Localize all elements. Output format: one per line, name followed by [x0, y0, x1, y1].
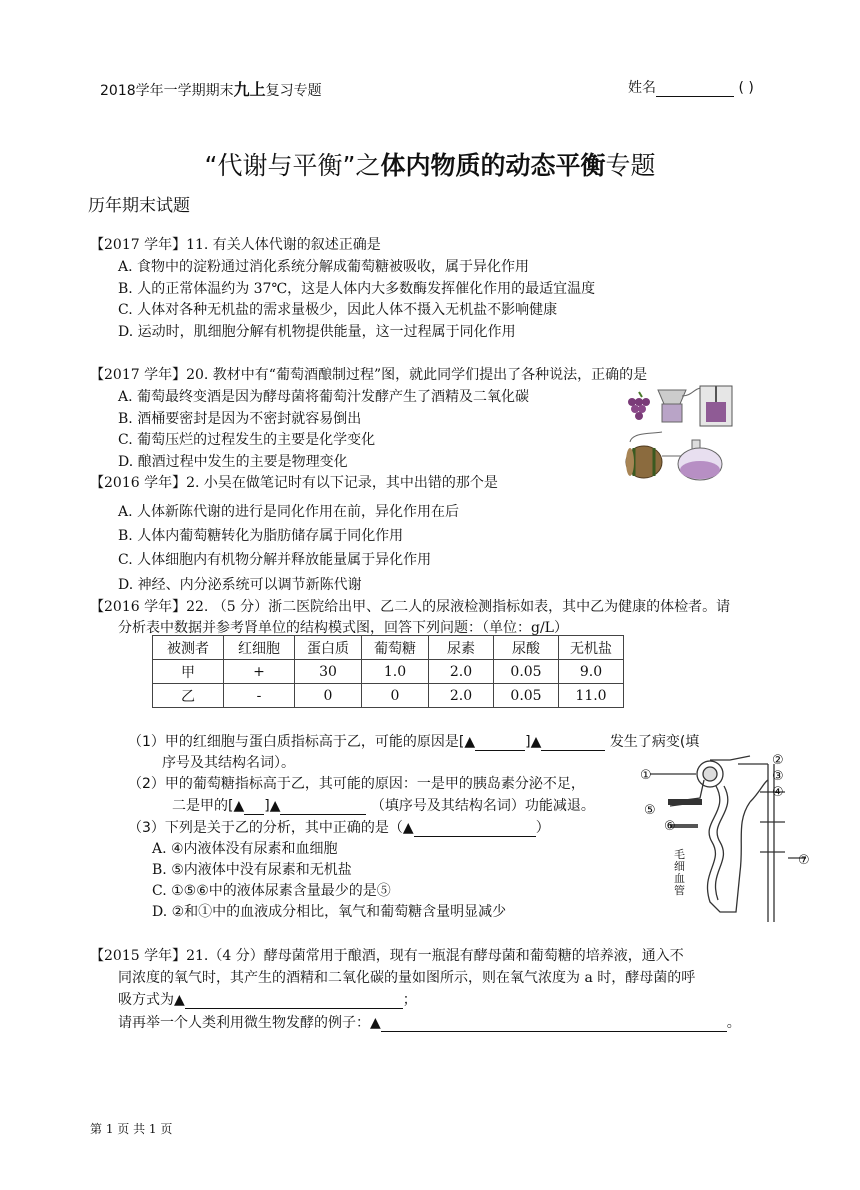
- table-header-row: [153, 636, 624, 660]
- table-cell: 1.0: [362, 660, 429, 684]
- table-cell: 0.05: [494, 684, 559, 708]
- question-4-sub-3-option-a: A. ④内液体没有尿素和血细胞: [152, 841, 338, 857]
- diagram-label-2: ②: [772, 753, 784, 768]
- table-cell: 甲: [153, 660, 224, 684]
- question-3-stem: 【2016 学年】2. 小吴在做笔记时有以下记录，其中出错的那个是: [90, 475, 498, 491]
- question-3-option-b: B. 人体内葡萄糖转化为脂肪储存属于同化作用: [118, 528, 404, 544]
- question-4-sub-3: （3）下列是关于乙的分析，其中正确的是（▲ ）: [128, 820, 550, 836]
- page-title: “代谢与平衡”之体内物质的动态平衡专题: [204, 151, 656, 180]
- question-5-line-1: 【2015 学年】21.（4 分）酵母菌常用于酿酒，现有一瓶混有酵母菌和葡萄糖的培养液，通入不: [90, 948, 684, 964]
- question-4-sub-3-option-b: B. ⑤内液体中没有尿素和无机盐: [152, 862, 352, 878]
- question-4-stem-line-1: 【2016 学年】22. （5 分）浙二医院给出甲、乙二人的尿液检测指标如表，其中乙为健康的体检者。请: [90, 599, 731, 615]
- table-header-cell: 被测者: [153, 636, 224, 660]
- capillary-label-char: 细: [674, 860, 685, 873]
- table-header-cell: 蛋白质: [295, 636, 362, 660]
- diagram-label-7: ⑦: [798, 853, 810, 868]
- table-header-cell: 尿酸: [494, 636, 559, 660]
- diagram-label-1: ①: [640, 768, 652, 783]
- question-1-option-b: B. 人的正常体温约为 37℃，这是人体内大多数酶发挥催化作用的最适宜温度: [118, 281, 596, 297]
- grape-icon: [628, 392, 650, 420]
- table-cell: +: [224, 660, 295, 684]
- question-2-option-b: B. 酒桶要密封是因为不密封就容易倒出: [118, 411, 362, 427]
- question-5-line-4: 请再举一个人类利用微生物发酵的例子：▲ 。: [118, 1015, 741, 1031]
- diagram-label-5: ⑤: [644, 803, 656, 818]
- question-2-stem: 【2017 学年】20. 教材中有“葡萄酒酿制过程”图，就此同学们提出了各种说法，正确的是: [90, 367, 648, 383]
- press-icon: [700, 386, 732, 426]
- barrel-icon: [626, 446, 662, 478]
- question-4-stem-line-2: 分析表中数据并参考肾单位的结构模式图，回答下列问题：（单位：g/L）: [118, 620, 568, 636]
- diagram-label-3: ③: [772, 769, 784, 784]
- capillary-label-char: 管: [674, 884, 685, 897]
- capillary-label-char: 毛: [674, 848, 685, 861]
- question-1-option-d: D. 运动时，肌细胞分解有机物提供能量，这一过程属于同化作用: [118, 324, 516, 340]
- nephron-diagram: [640, 752, 820, 924]
- table-cell: 0: [295, 684, 362, 708]
- table-cell: 2.0: [429, 684, 494, 708]
- question-5-line-2: 同浓度的氧气时，其产生的酒精和二氧化碳的量如图所示，则在氧气浓度为 a 时，酵母菌的呼: [118, 970, 696, 986]
- question-4-sub-1: （1）甲的红细胞与蛋白质指标高于乙，可能的原因是[▲ ]▲ 发生了病变(填: [128, 734, 700, 750]
- question-3-option-c: C. 人体细胞内有机物分解并释放能量属于异化作用: [118, 552, 432, 568]
- header-name-field: 姓名 ( ): [628, 80, 754, 96]
- table-header-cell: 红细胞: [224, 636, 295, 660]
- question-5-line-3: 吸方式为▲ ；: [118, 992, 417, 1008]
- question-3-option-a: A. 人体新陈代谢的进行是同化作用在前，异化作用在后: [118, 504, 460, 520]
- table-row: [153, 684, 624, 708]
- urine-test-table: [152, 635, 624, 708]
- table-cell: -: [224, 684, 295, 708]
- capillary-label-char: 血: [674, 872, 685, 885]
- table-cell: 乙: [153, 684, 224, 708]
- table-cell: 11.0: [559, 684, 624, 708]
- flask-icon: [678, 440, 722, 480]
- question-1-option-c: C. 人体对各种无机盐的需求量极少，因此人体不摄入无机盐不影响健康: [118, 302, 558, 318]
- section-heading: 历年期末试题: [88, 196, 190, 216]
- table-header-cell: 葡萄糖: [362, 636, 429, 660]
- table-header-cell: 尿素: [429, 636, 494, 660]
- header-course-title: 2018学年一学期期末九上复习专题: [100, 80, 322, 99]
- question-4-sub-3-option-d: D. ②和①中的血液成分相比，氧气和葡萄糖含量明显减少: [152, 904, 507, 920]
- question-4-sub-1-cont: 序号及其结构名词）。: [162, 755, 295, 771]
- page-footer: 第 1 页 共 1 页: [90, 1122, 173, 1136]
- question-4-sub-2-cont: 二是甲的[▲ ]▲ （填序号及其结构名词）功能减退。: [172, 798, 595, 814]
- winemaking-illustration: [622, 382, 734, 484]
- table-cell: 30: [295, 660, 362, 684]
- question-1-option-a: A. 食物中的淀粉通过消化系统分解成葡萄糖被吸收，属于异化作用: [118, 259, 530, 275]
- table-row: [153, 660, 624, 684]
- question-4-sub-3-option-c: C. ①⑤⑥中的液体尿素含量最少的是⑤: [152, 883, 391, 899]
- question-3-option-d: D. 神经、内分泌系统可以调节新陈代谢: [118, 577, 362, 593]
- question-2-option-c: C. 葡萄压烂的过程发生的主要是化学变化: [118, 432, 376, 448]
- question-2-option-a: A. 葡萄最终变酒是因为酵母菌将葡萄汁发酵产生了酒精及二氧化碳: [118, 389, 530, 405]
- table-cell: 0: [362, 684, 429, 708]
- diagram-label-4: ④: [772, 785, 784, 800]
- question-2-option-d: D. 酿酒过程中发生的主要是物理变化: [118, 454, 348, 470]
- table-cell: 0.05: [494, 660, 559, 684]
- table-cell: 9.0: [559, 660, 624, 684]
- diagram-label-6: ⑥: [664, 819, 676, 834]
- table-header-cell: 无机盐: [559, 636, 624, 660]
- question-4-sub-2: （2）甲的葡萄糖指标高于乙，其可能的原因：一是甲的胰岛素分泌不足，: [128, 776, 585, 792]
- crusher-icon: [658, 388, 702, 422]
- table-cell: 2.0: [429, 660, 494, 684]
- question-1-stem: 【2017 学年】11. 有关人体代谢的叙述正确是: [90, 237, 381, 253]
